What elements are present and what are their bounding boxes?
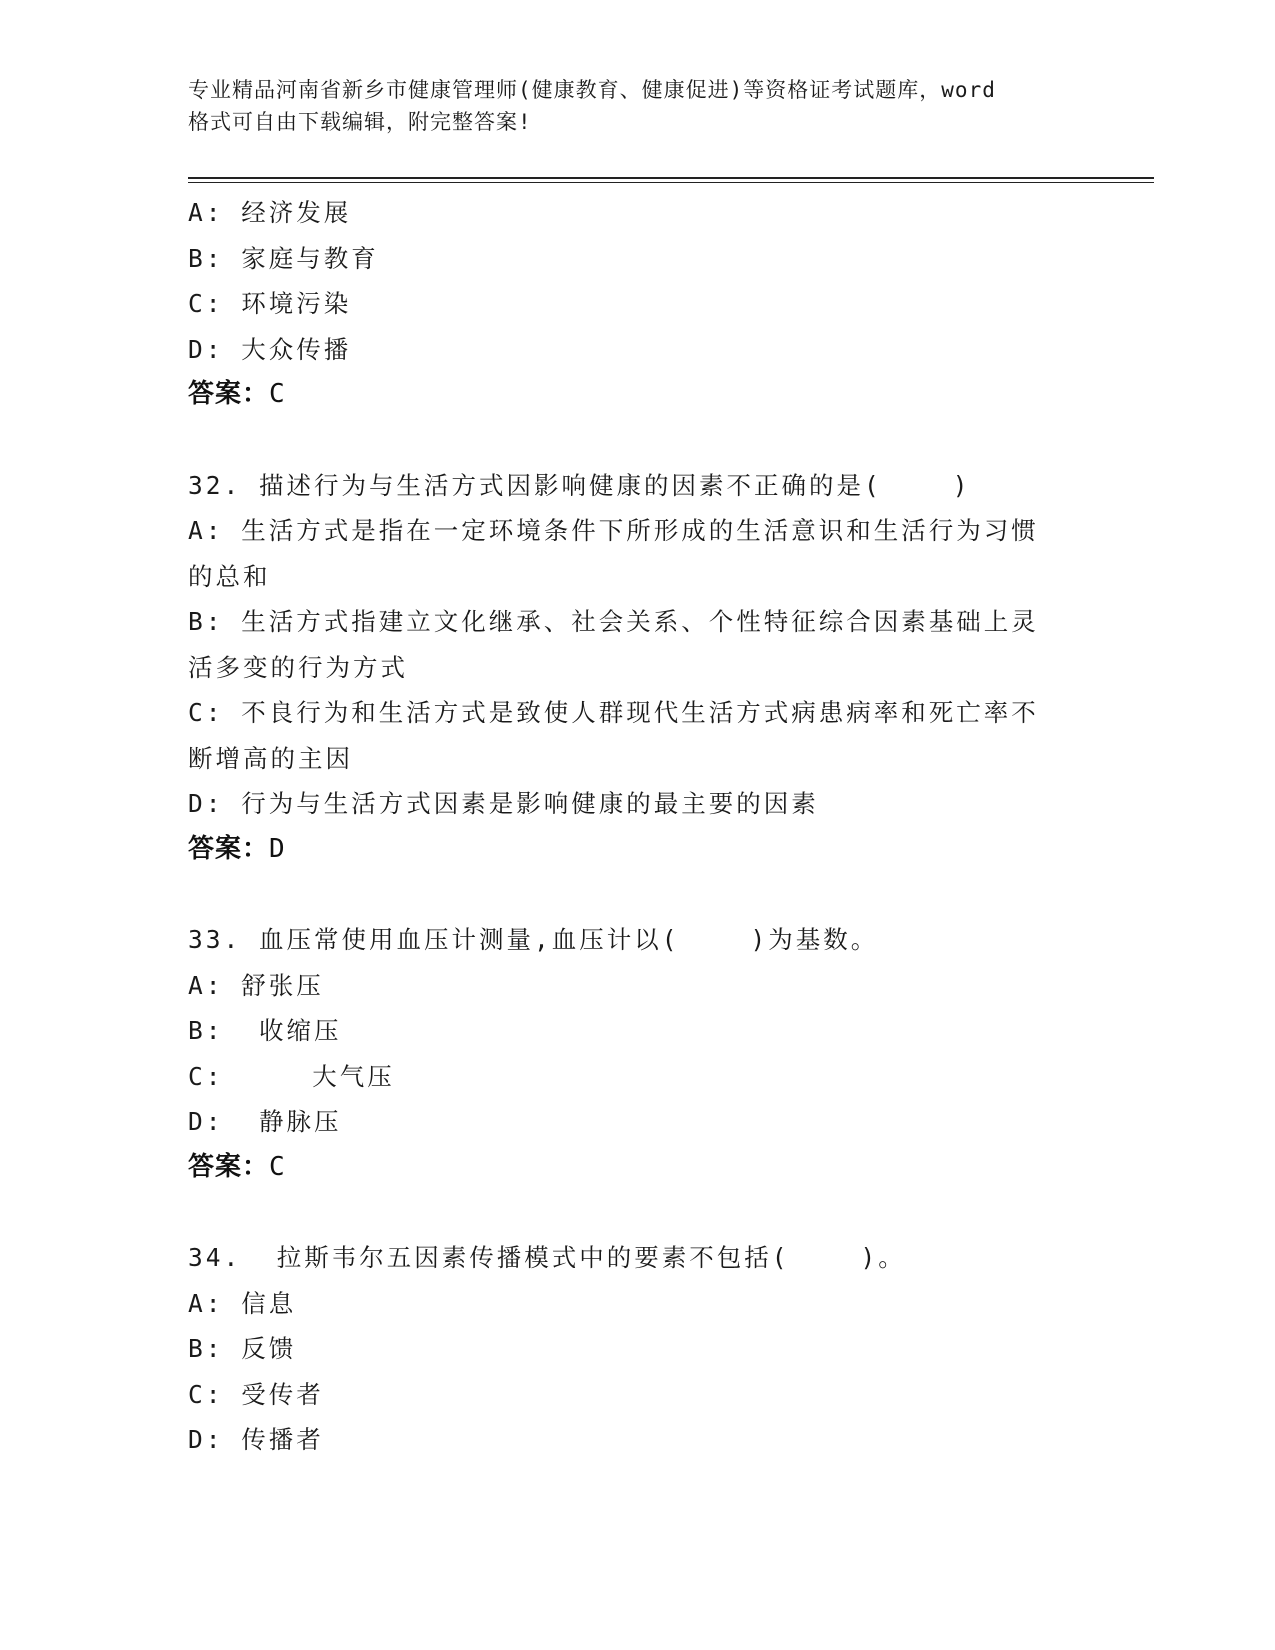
option-b-continued: 活多变的行为方式 xyxy=(188,652,408,682)
answer-value: C xyxy=(269,1151,286,1182)
option-c: C: 不良行为和生活方式是致使人群现代生活方式病患病率和死亡率不 xyxy=(188,698,1039,727)
option-b: B: 收缩压 xyxy=(188,1016,342,1045)
answer-line xyxy=(188,827,1088,873)
option-c-continued: 断增高的主因 xyxy=(188,743,353,773)
question-text: 34. 拉斯韦尔五因素传播模式中的要素不包括( )。 xyxy=(188,1243,906,1272)
answer-value: D xyxy=(269,833,286,864)
answer-label: 答案： xyxy=(188,1151,270,1182)
header-divider-thin xyxy=(188,182,1154,183)
option-a: A: 舒张压 xyxy=(188,970,324,1000)
question-text: 32. 描述行为与生活方式因影响健康的因素不正确的是( ) xyxy=(188,470,971,500)
answer-label: 答案： xyxy=(188,379,270,409)
answer-line xyxy=(188,372,1088,418)
question-31 xyxy=(188,190,1088,418)
question-32 xyxy=(188,463,1088,873)
document-header xyxy=(188,74,1088,138)
option-a: A: 经济发展 xyxy=(188,198,352,227)
option-c: C: 环境污染 xyxy=(188,289,352,318)
question-34 xyxy=(188,1235,1088,1463)
option-d: D: 大众传播 xyxy=(188,334,352,364)
answer-value: C xyxy=(269,379,286,409)
option-a: A: 信息 xyxy=(188,1288,297,1318)
header-line-2: 格式可自由下载编辑，附完整答案! xyxy=(188,110,532,134)
header-line-1: 专业精品河南省新乡市健康管理师(健康教育、健康促进)等资格证考试题库，word xyxy=(188,78,996,102)
question-text: 33. 血压常使用血压计测量,血压计以( )为基数。 xyxy=(188,925,879,954)
option-d: D: 静脉压 xyxy=(188,1107,342,1136)
option-a-continued: 的总和 xyxy=(188,561,271,591)
option-b: B: 家庭与教育 xyxy=(188,243,379,273)
option-d: D: 传播者 xyxy=(188,1425,324,1454)
option-b: B: 反馈 xyxy=(188,1334,297,1363)
question-list xyxy=(188,190,1088,1463)
question-33 xyxy=(188,917,1088,1190)
answer-line xyxy=(188,1145,1088,1191)
option-b: B: 生活方式指建立文化继承、社会关系、个性特征综合因素基础上灵 xyxy=(188,607,1039,636)
header-divider-thick xyxy=(188,177,1154,179)
answer-label: 答案： xyxy=(188,833,270,864)
option-a: A: 生活方式是指在一定环境条件下所形成的生活意识和生活行为习惯 xyxy=(188,516,1039,545)
option-c: C: 大气压 xyxy=(188,1061,395,1091)
option-d: D: 行为与生活方式因素是影响健康的最主要的因素 xyxy=(188,789,819,818)
option-c: C: 受传者 xyxy=(188,1379,324,1409)
